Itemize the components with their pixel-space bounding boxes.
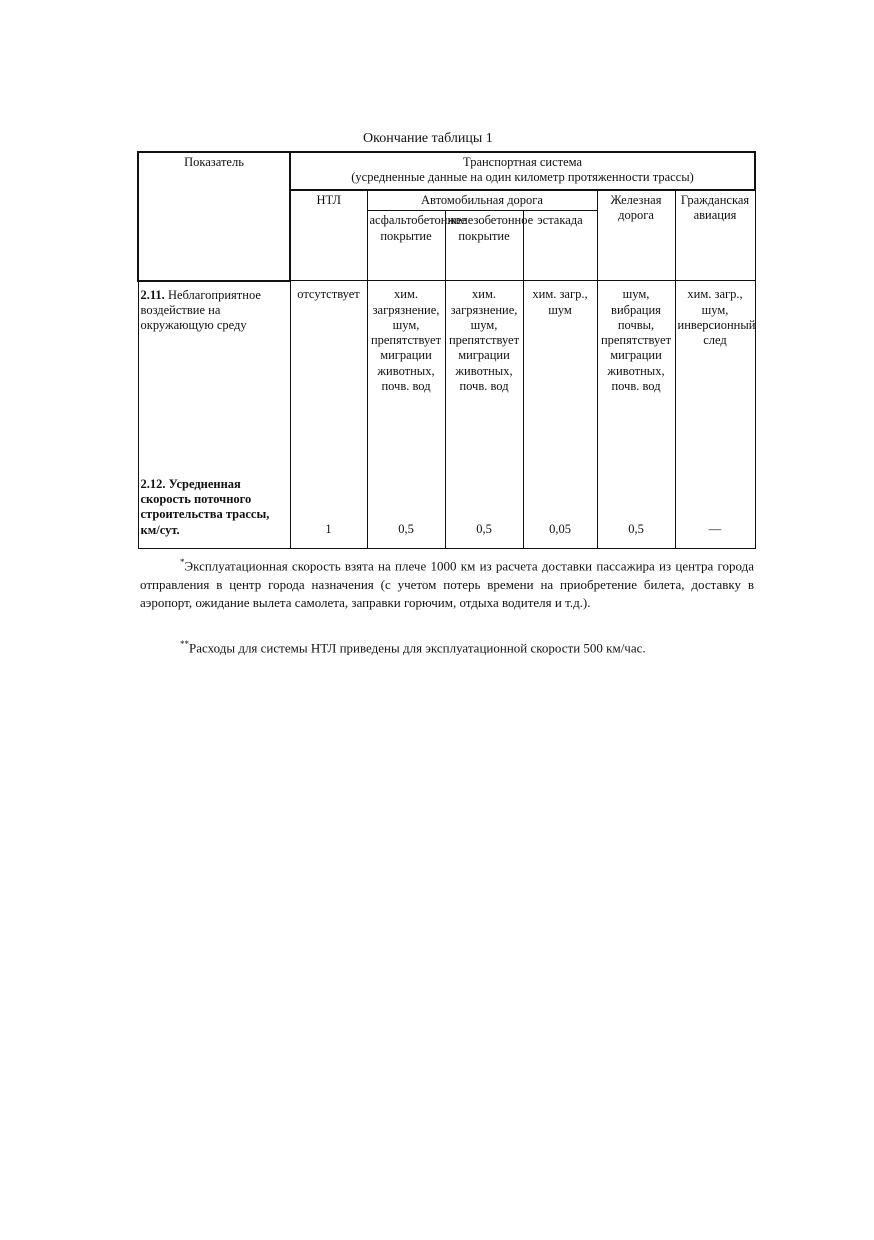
row-indicator-cell xyxy=(138,281,290,549)
footnote-1-text: Эксплуатационная скорость взята на плече 1000 км из расчета доставки пассажира из центра города отправления в центр города назначения (с учетом потерь времени на приобретение билета, доставку в аэропорт, ожидание вылета самолета, заправки горючим, отдыха водителя и т.д.). xyxy=(140,558,754,611)
cell-railway xyxy=(597,281,675,549)
table-caption: Окончание таблицы 1 xyxy=(363,131,493,146)
row-2-11-number: 2.11. xyxy=(140,287,165,302)
cell-2-11-asphalt: хим. загрязнение, шум, препятствует миграции животных, почв. вод xyxy=(370,287,442,393)
row-2-12-label xyxy=(141,477,288,538)
cell-overpass xyxy=(523,281,597,549)
header-road: Автомобильная дорога xyxy=(367,190,597,211)
header-railway: Железная дорога xyxy=(597,190,675,281)
footnote-2-mark: ** xyxy=(180,639,189,649)
header-aviation: Гражданская авиация xyxy=(675,190,755,281)
cell-2-11-concrete: хим. загрязнение, шум, препятствует миграции животных, почв. вод xyxy=(448,287,520,393)
footnote-1-mark: * xyxy=(180,557,185,567)
cell-2-11-aviation: хим. загр., шум, инверсионный след xyxy=(677,287,756,347)
cell-2-11-overpass: хим. загр., шум xyxy=(532,287,588,317)
header-transport-system-line2: (усредненные данные на один километр протяженности трассы) xyxy=(351,170,694,185)
cell-asphalt xyxy=(367,281,445,549)
data-table xyxy=(137,151,756,549)
header-concrete: железобетонное покрытие xyxy=(445,211,523,281)
cell-ntl xyxy=(290,281,367,549)
cell-2-11-railway: шум, вибрация почвы, препятствует миграции животных, почв. вод xyxy=(600,287,672,393)
footnote-1 xyxy=(140,556,754,613)
footnote-2 xyxy=(140,638,754,658)
row-2-11-label xyxy=(141,288,288,334)
cell-aviation xyxy=(675,281,755,549)
cell-2-12-railway: 0,5 xyxy=(628,522,644,536)
row-2-12-text: Усредненная скорость поточного строительства трассы, км/сут. xyxy=(140,476,270,537)
row-2-11-text: Неблагоприятное воздействие на окружающую среду xyxy=(140,287,261,333)
header-transport-system-line1: Транспортная система xyxy=(463,155,582,169)
cell-2-12-concrete: 0,5 xyxy=(476,522,492,536)
row-2-12-number: 2.12. xyxy=(140,476,166,491)
header-transport-system xyxy=(290,152,755,190)
cell-concrete xyxy=(445,281,523,549)
cell-2-11-ntl: отсутствует xyxy=(297,287,360,302)
header-ntl: НТЛ xyxy=(290,190,367,281)
header-overpass: эстакада xyxy=(523,211,597,281)
footnote-2-text: Расходы для системы НТЛ приведены для эксплуатационной скорости 500 км/час. xyxy=(189,640,646,656)
cell-2-12-aviation: — xyxy=(708,522,722,536)
cell-2-12-asphalt: 0,5 xyxy=(398,522,414,536)
cell-2-12-ntl: 1 xyxy=(325,522,332,536)
header-asphalt: асфальтобетонное покрытие xyxy=(367,211,445,281)
cell-2-12-overpass: 0,05 xyxy=(549,522,571,536)
header-indicator: Показатель xyxy=(138,152,290,281)
